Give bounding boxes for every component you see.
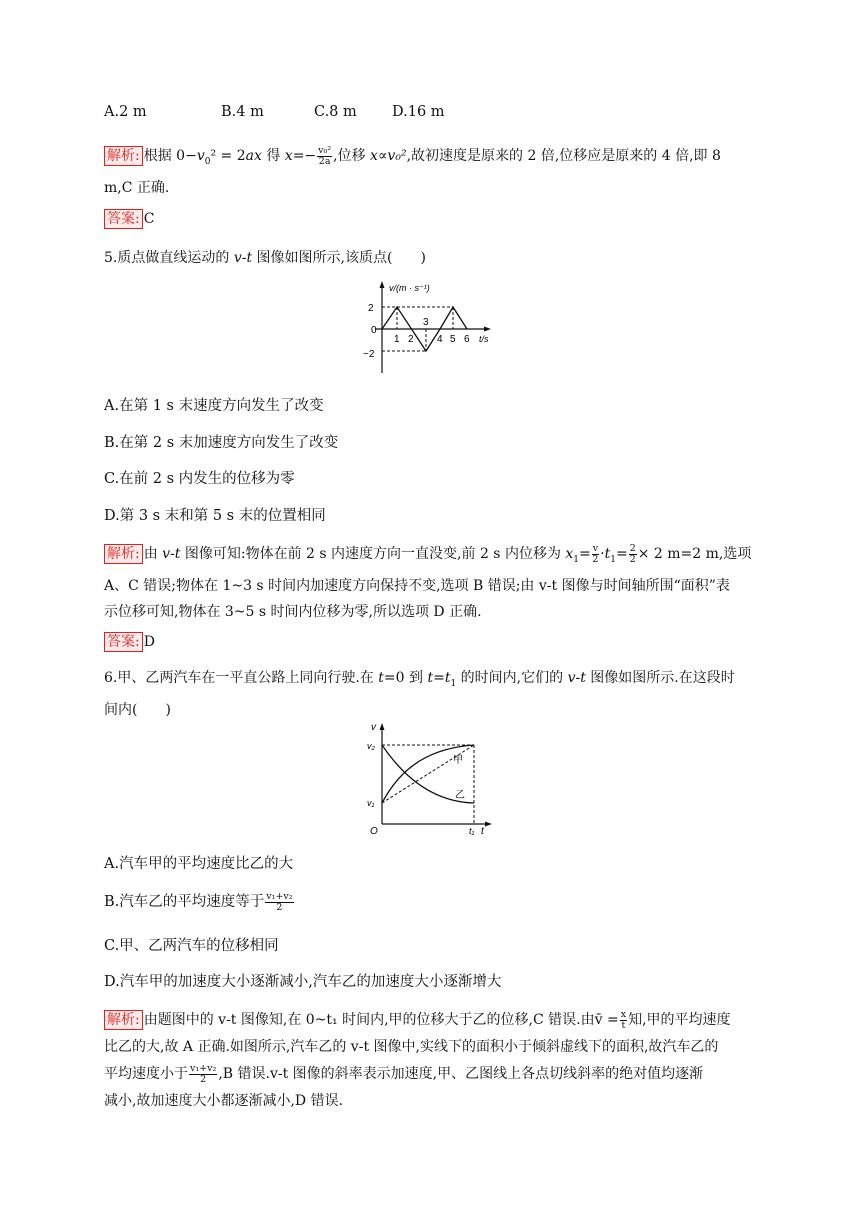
x-tick-3: 3	[423, 317, 429, 328]
q6-stem: 6.甲、乙两汽车在一平直公路上同向行驶.在 t=0 到 $t=t_1$ 的时间内,它们的 v-t 图像如图所示.在这段时 间内( )	[104, 670, 735, 718]
x-axis-label: t/s	[479, 334, 489, 344]
analysis-tag: 解析:	[104, 544, 143, 564]
q4-option-d: D.16 m	[392, 104, 445, 120]
y-axis-label: v/(m · s⁻¹)	[389, 283, 430, 293]
q5-option-d: D.第 3 s 末和第 5 s 末的位置相同	[104, 508, 326, 524]
q5-option-b: B.在第 2 s 末加速度方向发生了改变	[104, 435, 339, 451]
q5-answer: 答案: D	[104, 632, 155, 652]
x-axis-label: t	[481, 826, 484, 837]
t1-label: t₁	[469, 826, 475, 836]
q4-option-c: C.8 m	[314, 104, 357, 120]
q4-analysis: 解析: 根据 $0-v_0^2 = 2ax$ 得 x=− $\frac{\text{v₀²}}{2a}$ ,位移 x∝v₀²,故初速度是原来的 2 倍,位移应是原来的 4 倍,即 8 m,C 正确.	[104, 144, 721, 196]
q6-option-b: B.汽车乙的平均速度等于 $\frac{\text{v₁+v₂}}{2}$	[104, 890, 293, 913]
x-tick-4: 4	[437, 334, 443, 345]
fraction: $\frac{\text{v₀²}}{2a}$	[318, 144, 332, 167]
q4-option-a: A.2 m	[104, 104, 147, 120]
fraction: $\frac{x}{t}$	[620, 1008, 627, 1031]
q5-vt-chart	[355, 278, 515, 378]
q6-option-c: C.甲、乙两汽车的位移相同	[104, 938, 279, 954]
x-tick-1: 1	[394, 334, 400, 345]
q6-option-a: A.汽车甲的平均速度比乙的大	[104, 856, 294, 872]
q5-option-a: A.在第 1 s 末速度方向发生了改变	[104, 398, 324, 414]
answer-tag: 答案:	[104, 209, 143, 229]
label-jia: 甲	[453, 755, 463, 766]
y-axis-label: v	[371, 722, 376, 733]
x-tick-5: 5	[450, 334, 456, 345]
q5-analysis: 解析: 由 v-t 图像可知:物体在前 2 s 内速度方向一直没变,前 2 s 内位移为 $x_1=$ $\frac{v}{2}$ $\cdot t_1=$ $\frac{2}{2}$ × 2 m=2 m,选项 A、C 错误;物体在 1~3 s 时间内加速度方向保持不变,选项 B 错误;由 v-t 图像与时间轴所围“面积”表 示位移可知,物体在 3~5 s 时间内位移为零,所以选项 D 正确.	[104, 542, 752, 620]
y-tick-2: 2	[368, 303, 374, 314]
q6-option-d: D.汽车甲的加速度大小逐渐减小,汽车乙的加速度大小逐渐增大	[104, 974, 502, 990]
q5-option-c: C.在前 2 s 内发生的位移为零	[104, 471, 295, 487]
label-yi: 乙	[455, 790, 465, 801]
fraction: $\frac{2}{2}$	[629, 542, 636, 565]
v2-label: v₂	[367, 741, 375, 751]
y-tick-0: 0	[371, 325, 377, 336]
y-tick-neg2: −2	[363, 349, 375, 360]
q6-vt-chart	[362, 720, 502, 840]
q4-answer: 答案: C	[104, 209, 154, 229]
q4-option-b: B.4 m	[221, 104, 264, 120]
origin-label: O	[370, 826, 378, 837]
x-tick-2: 2	[408, 334, 414, 345]
x-tick-6: 6	[464, 334, 470, 345]
answer-tag: 答案:	[104, 632, 143, 652]
v1-label: v₁	[367, 798, 375, 808]
q6-analysis: 解析: 由题图中的 v-t 图像知,在 0~t₁ 时间内,甲的位移大于乙的位移,C 错误.由v̄ = $\frac{x}{t}$ 知,甲的平均速度 比乙的大,故 A 正确.如图所示,汽车乙的 v-t 图像中,实线下的面积小于倾斜虚线下的面积,故汽车乙的 平均速度小于 $\frac{\text{v₁+v₂}}{2}$ ,B 错误.v-t 图像的斜率表示加速度,甲、乙图线上各点切线斜率的绝对值均逐渐 减小,故加速度大小都逐渐减小,D 错误.	[104, 1008, 731, 1109]
analysis-tag: 解析:	[104, 146, 143, 166]
q5-stem: 5.质点做直线运动的 v-t 图像如图所示,该质点( )	[104, 250, 426, 266]
fraction: $\frac{\text{v₁+v₂}}{2}$	[190, 1062, 217, 1085]
fraction: $\frac{v}{2}$	[592, 542, 599, 565]
analysis-tag: 解析:	[104, 1010, 143, 1030]
